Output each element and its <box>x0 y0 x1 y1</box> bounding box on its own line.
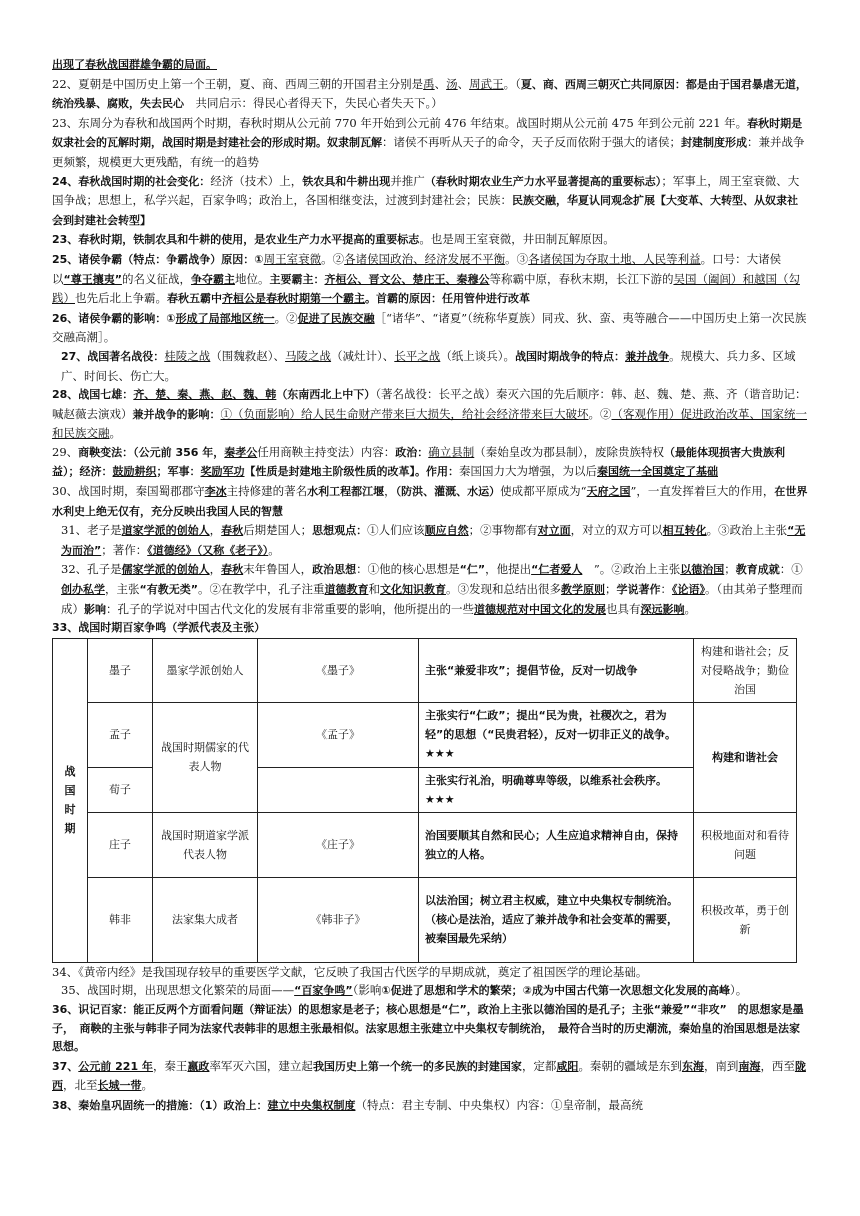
thinker-name: 墨子 <box>88 638 153 702</box>
para-23: 23、东周分为春秋和战国两个时期，春秋时期从公元前 770 年开始到公元前 476 年结束。战国时期从公元前 475 年到公元前 221 年。春秋时期是奴隶社会的瓦解时期，战国时期是封建社会的形成时期。奴隶制瓦解：诸侯不再听从天子的命令，天子反而依附于强大的诸侯；封建制度形成：兼并战争更频繁，规模更大更残酷，有统一的趋势 <box>52 115 805 169</box>
thinker-book: 《孟子》 <box>258 702 419 767</box>
thinker-role: 法家集大成者 <box>153 877 258 962</box>
thinker-role: 战国时期道家学派代表人物 <box>153 812 258 877</box>
para-33-heading: 33、战国时期百家争鸣（学派代表及主张） <box>52 621 266 635</box>
para-31: 31、老子是道家学派的创始人，春秋后期楚国人；思想观点：①人们应该顺应自然；②事物都有对立面，对立的双方可以相互转化。③政治上主张“无为而治”；著作：《道德经》（又称《老子》）。 <box>61 523 806 557</box>
modern-value: 积极地面对和看待问题 <box>694 812 797 877</box>
thinker-role: 战国时期儒家的代表人物 <box>153 702 258 812</box>
modern-value: 构建和谐社会；反对侵略战争；勤俭治国 <box>694 638 797 702</box>
thinker-idea: 以法治国；树立君主权威，建立中央集权专制统治。（核心是法治，适应了兼并战争和社会变革的需要，被秦国最先采纳） <box>419 877 694 962</box>
para-32: 32、孔子是儒家学派的创始人，春秋末年鲁国人，政治思想：①他的核心思想是“仁”，他提出“仁者爱人 ”。②政治上主张以德治国；教育成就：①创办私学，主张“有教无类”。②在教学中，孔子注重道德教育和文化知识教育。③发现和总结出很多教学原则；学说著作：《论语》。（由其弟子整理而成）影响：孔子的学说对中国古代文化的发展有非常重要的影响，他所提出的一些道德规范对中国文化的发展也具有深远影响。 <box>61 562 803 616</box>
thinker-idea: 主张实行“仁政”；提出“民为贵，社稷次之，君为轻”的思想（“民贵君轻），反对一切非正义的战争。★★★ <box>419 702 694 767</box>
para-37: 37、公元前 221 年，秦王嬴政率军灭六国，建立起我国历史上第一个统一的多民族的封建国家，定都咸阳。秦朝的疆域是东到东海，南到南海，西至陇西，北至长城一带。 <box>52 1058 806 1093</box>
para-21-tail: 出现了春秋战国群雄争霸的局面。 <box>52 58 217 71</box>
thinker-book: 《墨子》 <box>258 638 419 702</box>
thinker-book: 《韩非子》 <box>258 877 419 962</box>
para-23b: 23、春秋时期，铁制农具和牛耕的使用，是农业生产力水平提高的重要标志。也是周王室衰微，井田制瓦解原因。 <box>52 232 615 247</box>
table-row <box>53 702 797 767</box>
para-22: 22、夏朝是中国历史上第一个王朝，夏、商、西周三朝的开国君主分别是禹、汤、周武王。（夏、商、西周三朝灭亡共同原因：都是由于国君暴虐无道，统治残暴、腐败，失去民心 共同启示：得民心者得天下，失民心者失天下。） <box>52 76 807 111</box>
para-24: 24、春秋战国时期的社会变化：经济（技术）上，铁农具和牛耕出现并推广（春秋时期农业生产力水平显著提高的重要标志）；军事上，周王室衰微、大国争战；思想上，私学兴起，百家争鸣；政治上，各国相继变法，过渡到封建社会；民族：民族交融，华夏认同观念扩展【大变革、大转型、从奴隶社会到封建社会转型】 <box>52 173 800 227</box>
para-28: 28、战国七雄：齐、楚、秦、燕、赵、魏、韩（东南西北上中下）（著名战役：长平之战）秦灭六国的先后顺序：韩、赵、魏、楚、燕、齐（谐音助记：喊赵薇去演戏）兼并战争的影响：①（负面影响）给人民生命财产带来巨大损失，给社会经济带来巨大破坏。②（客观作用）促进政治改革、国家统一和民族交融。 <box>52 387 807 441</box>
para-34: 34、《黄帝内经》是我国现存较早的重要医学文献，它反映了我国古代医学的早期成就，奠定了祖国医学的理论基础。 <box>52 964 648 979</box>
para-38: 38、秦始皇巩固统一的措施：（1）政治上：建立中央集权制度（特点：君主专制、中央集权）内容：①皇帝制，最高统 <box>52 1097 643 1112</box>
table-row <box>53 638 797 702</box>
para-30: 30、战国时期，秦国蜀郡郡守李冰主持修建的著名水利工程都江堰，（防洪、灌溉、水运）使成都平原成为“天府之国”，一直发挥着巨大的作用，在世界水利史上绝无仅有，充分反映出我国人民的智慧 <box>52 484 808 518</box>
hundred-schools-table <box>52 638 797 963</box>
table-row <box>53 877 797 962</box>
thinker-idea: 治国要顺其自然和民心；人生应追求精神自由，保持独立的人格。 <box>419 812 694 877</box>
table-row <box>53 812 797 877</box>
thinker-idea: 主张实行礼治，明确尊卑等级，以维系社会秩序。★★★ <box>419 767 694 812</box>
para-27: 27、战国著名战役：桂陵之战（围魏救赵）、马陵之战（减灶计）、长平之战（纸上谈兵）。战国时期战争的特点：兼并战争。规模大、兵力多、区域广、时间长、伤亡大。 <box>61 348 796 383</box>
para-25: 25、诸侯争霸（特点：争霸战争）原因：①周王室衰微。②各诸侯国政治、经济发展不平衡。③各诸侯国为夺取土地、人民等利益。口号：大诸侯以“尊王攘夷”的名义征战，争夺霸主地位。主要霸主：齐桓公、晋文公、楚庄王、秦穆公等称霸中原，春秋末期，长江下游的吴国（阖闾）和越国（勾践）也先后北上争霸。春秋五霸中齐桓公是春秋时期第一个霸主。首霸的原因：任用管仲进行改革 <box>52 251 800 306</box>
thinker-name: 孟子 <box>88 702 153 767</box>
thinker-name: 庄子 <box>88 812 153 877</box>
thinker-book <box>258 767 419 812</box>
para-35: 35、战国时期，出现思想文化繁荣的局面——“百家争鸣”（影响①促进了思想和学术的繁荣；②成为中国古代第一次思想文化发展的高峰）。 <box>61 983 748 998</box>
para-36: 36、识记百家：能正反两个方面看问题（辩证法）的思想家是老子；核心思想是“仁”，政治上主张以德治国的是孔子；主张“兼爱”“非攻” 的思想家是墨子， 商鞅的主张与韩非子同为法家代表韩非的思想主张最相似。法家思想主张建立中央集权专制统治， 最符合当时的历史潮流，秦始皇的治国思想是法家思想。 <box>52 1003 804 1054</box>
modern-value: 构建和谐社会 <box>694 702 797 812</box>
thinker-idea: 主张“兼爱非攻”；提倡节俭，反对一切战争 <box>419 638 694 702</box>
modern-value: 积极改革，勇于创新 <box>694 877 797 962</box>
thinker-name: 荀子 <box>88 767 153 812</box>
era-cell: 战 国 时 期 <box>53 638 88 962</box>
thinker-name: 韩非 <box>88 877 153 962</box>
para-26: 26、诸侯争霸的影响：①形成了局部地区统一。②促进了民族交融［“诸华”、“诸夏”（统称华夏族）同戎、狄、蛮、夷等融合——中国历史上第一次民族交融高潮］。 <box>52 310 807 345</box>
para-29: 29、商鞅变法：（公元前 356 年，秦孝公任用商鞅主持变法）内容：政治：确立县制（秦始皇改为郡县制），废除贵族特权（最能体现损害大贵族利益）；经济：鼓励耕织；军事：奖励军功【性质是封建地主阶级性质的改革】。作用：秦国国力大为增强，为以后秦国统一全国奠定了基础 <box>52 444 786 479</box>
thinker-book: 《庄子》 <box>258 812 419 877</box>
thinker-role: 墨家学派创始人 <box>153 638 258 702</box>
